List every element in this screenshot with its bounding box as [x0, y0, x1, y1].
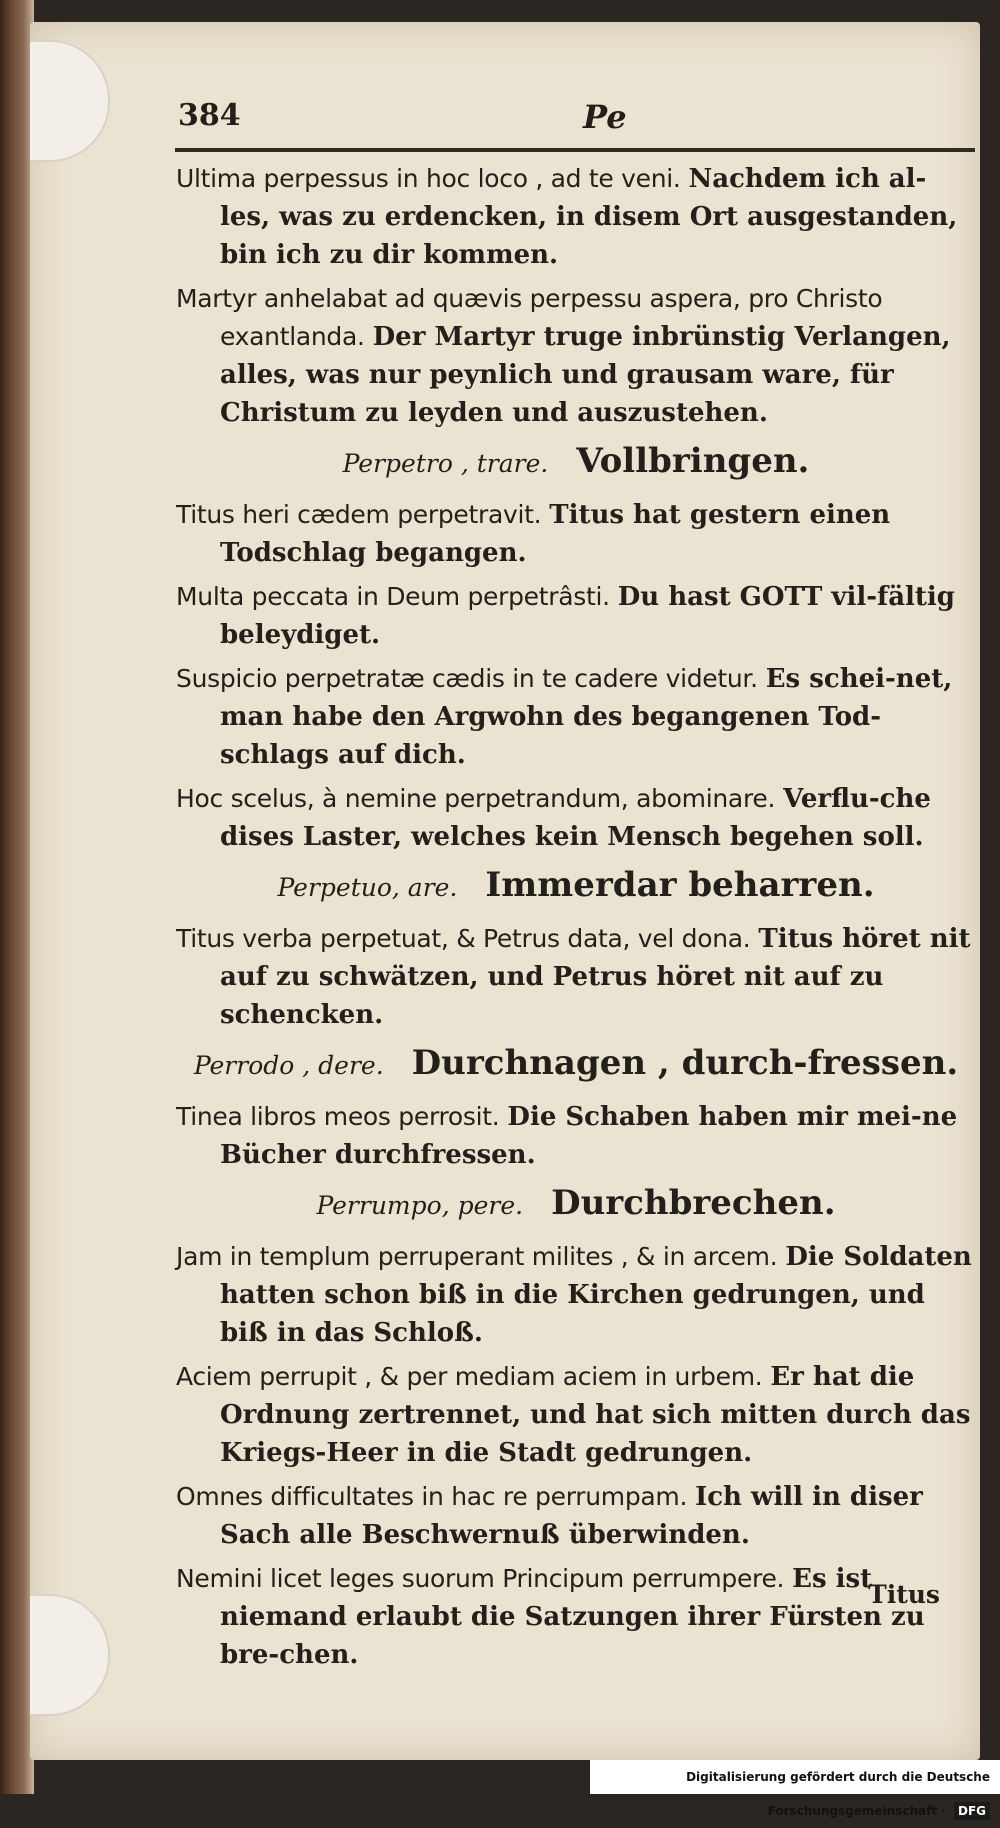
lemma-german: Durchbrechen.: [551, 1183, 836, 1223]
lemma-german: Immerdar beharren.: [485, 865, 875, 905]
example-german: Die Soldaten hatten schon biß in die Kirchen gedrungen, und biß in das Schloß.: [220, 1242, 972, 1348]
example-german: Der Martyr truge inbrünstig Verlangen, alles, was nur peynlich und grausam ware, für Christum zu leyden und auszustehen.: [220, 322, 951, 428]
page-number: 384: [178, 98, 241, 133]
example-entry: [176, 780, 976, 856]
example-latin: Suspicio perpetratæ cædis in te cadere videtur.: [176, 664, 758, 693]
lemma-heading: [176, 1180, 976, 1232]
example-german: Die Schaben haben mir mei-ne Bücher durchfressen.: [220, 1102, 958, 1170]
catchword: Titus: [868, 1580, 940, 1609]
example-entry: [176, 1560, 976, 1674]
lemma-heading: [176, 862, 976, 914]
example-entry: [176, 280, 976, 432]
lemma-german: Vollbringen.: [576, 441, 810, 481]
example-german: Er hat die Ordnung zertrennet, und hat sich mitten durch das Kriegs-Heer in die Stadt gedrungen.: [220, 1362, 971, 1468]
lemma-heading: [176, 438, 976, 490]
lemma-heading: [176, 1040, 976, 1092]
example-latin: Nemini licet leges suorum Principum perrumpere.: [176, 1564, 785, 1593]
example-german: Ich will in diser Sach alle Beschwernuß überwinden.: [220, 1482, 923, 1550]
page-header: [178, 98, 978, 150]
example-latin: Tinea libros meos perrosit.: [176, 1102, 500, 1131]
example-latin: Hoc scelus, à nemine perpetrandum, abominare.: [176, 784, 776, 813]
example-german: Titus hat gestern einen Todschlag begangen.: [220, 500, 891, 568]
example-entry: [176, 660, 976, 774]
example-entry: [176, 578, 976, 654]
running-head: Pe: [583, 98, 627, 136]
example-german: Titus höret nit auf zu schwätzen, und Petrus höret nit auf zu schencken.: [220, 924, 971, 1030]
example-latin: Titus heri cædem perpetravit.: [176, 500, 542, 529]
example-entry: [176, 496, 976, 572]
example-german: Es ist niemand erlaubt die Satzungen ihrer Fürsten zu bre-chen.: [220, 1564, 925, 1670]
example-entry: [176, 1478, 976, 1554]
example-latin: Ultima perpessus in hoc loco , ad te veni.: [176, 164, 681, 193]
example-latin: Omnes difficultates in hac re perrumpam.: [176, 1482, 688, 1511]
dictionary-text: [176, 160, 976, 1680]
digitization-footer: [590, 1760, 1000, 1818]
example-german: Nachdem ich al-les, was zu erdencken, in disem Ort ausgestanden, bin ich zu dir kommen.: [220, 164, 958, 270]
lemma-latin: Perpetuo, are.: [277, 873, 458, 902]
example-entry: [176, 1358, 976, 1472]
example-latin: Jam in templum perruperant milites , & in arcem.: [176, 1242, 778, 1271]
lemma-latin: Perrodo , dere.: [193, 1051, 384, 1080]
header-rule: [175, 148, 975, 152]
example-german: Es schei-net, man habe den Argwohn des begangenen Tod-schlags auf dich.: [220, 664, 953, 770]
example-entry: [176, 1098, 976, 1174]
example-latin: Aciem perrupit , & per mediam aciem in urbem.: [176, 1362, 763, 1391]
lemma-german: Durchnagen , durch-fressen.: [411, 1043, 959, 1083]
page-tab-top: [30, 40, 110, 162]
example-german: Du hast GOTT vil-fältig beleydiget.: [220, 582, 955, 650]
example-latin: Martyr anhelabat ad quævis perpessu aspera, pro Christo exantlanda.: [176, 284, 883, 351]
page-tab-bottom: [30, 1594, 110, 1716]
example-entry: [176, 160, 976, 274]
example-latin: Multa peccata in Deum perpetrâsti.: [176, 582, 610, 611]
lemma-latin: Perpetro , trare.: [342, 449, 549, 478]
example-german: Verflu-che dises Laster, welches kein Mensch begehen soll.: [220, 784, 931, 852]
example-entry: [176, 1238, 976, 1352]
book-spine: [0, 0, 34, 1794]
example-entry: [176, 920, 976, 1034]
dfg-logo: DFG: [954, 1802, 990, 1820]
example-latin: Titus verba perpetuat, & Petrus data, vel dona.: [176, 924, 751, 953]
lemma-latin: Perrumpo, pere.: [316, 1191, 524, 1220]
footer-text: Digitalisierung gefördert durch die Deutsche Forschungsgemeinschaft ·: [686, 1770, 990, 1818]
